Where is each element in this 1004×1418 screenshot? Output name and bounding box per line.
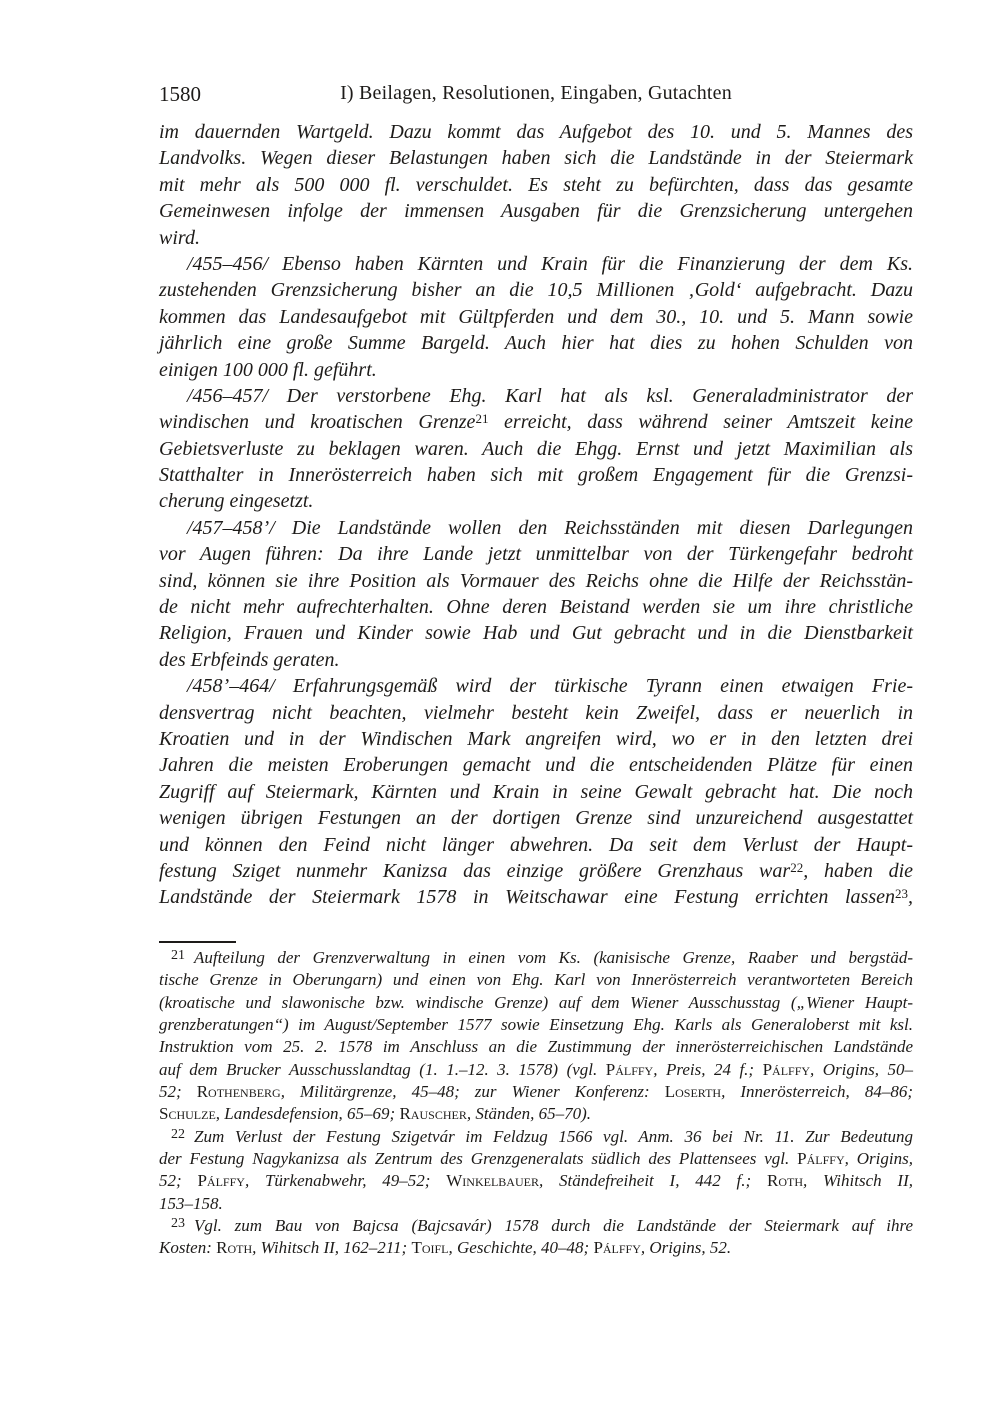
text-segment: Kroatien und in der Windischen Mark angreifen wird, wo er in den letzten drei: [159, 727, 913, 750]
footnote: [159, 947, 913, 1126]
text-segment: /455–456/ Ebenso haben Kärnten und Krain für die Finanzierung der dem Ks.: [187, 252, 913, 275]
text-segment: Aufteilung der Grenzverwaltung in einen vom Ks. (kanisische Grenze, Raaber und bergstäd-: [194, 948, 913, 967]
text-segment: festung Sziget nunmehr Kanizsa das einzige größere Grenzhaus war: [159, 859, 791, 882]
text-segment: 153–158.: [159, 1193, 223, 1213]
body-line: [159, 225, 913, 251]
footnote-line: [159, 1126, 913, 1148]
text-segment: vor Augen führen: Da ihre Lande jetzt unmittelbar von der Türkengefahr bedroht: [159, 543, 913, 566]
text-segment: Toifl: [411, 1238, 449, 1258]
text-segment: , Landesdefension, 65–69;: [215, 1104, 400, 1124]
text-segment: Religion, Frauen und Kinder sowie Hab und Gut gebracht und in die Dienstbarkeit: [159, 622, 913, 645]
text-segment: Schulze: [159, 1104, 216, 1124]
text-segment: Zugriff auf Steiermark, Kärnten und Krain in seine Gewalt gebracht hat. Die noch: [159, 780, 913, 803]
body-line: [159, 277, 913, 303]
text-segment: 52;: [159, 1171, 198, 1191]
page-header: [159, 82, 913, 108]
footnote-line: [159, 1170, 913, 1192]
footnote-line: [159, 1059, 913, 1081]
footnote-marker: 23: [171, 1216, 185, 1232]
text-segment: windischen und kroatischen Grenze: [159, 411, 476, 434]
paragraph: [159, 515, 913, 673]
text-segment: , Origins, 52.: [640, 1238, 732, 1258]
body-line: [159, 119, 913, 145]
footnote-line: [159, 1036, 913, 1058]
text-segment: zustehenden Grenzsicherung bisher an die 10,5 Millionen ‚Gold‘ aufgebracht. Dazu: [159, 279, 913, 302]
text-segment: , Ständen, 65–70).: [466, 1104, 592, 1124]
text-segment: und können den Feind nicht länger abwehren. Da seit dem Verlust der Haupt-: [159, 833, 913, 856]
body-line: [159, 700, 913, 726]
body-line: [159, 357, 913, 383]
text-segment: Gebietsverluste zu beklagen waren. Auch die Ehgg. Ernst und jetzt Maximilian als: [159, 437, 913, 460]
body-line: [159, 198, 913, 224]
text-segment: 52;: [159, 1082, 197, 1102]
text-segment: im dauernden Wartgeld. Dazu kommt das Aufgebot des 10. und 5. Mannes des: [159, 121, 913, 143]
body-line: [159, 832, 913, 858]
body-line: [159, 251, 913, 277]
body-line: [159, 726, 913, 752]
body-line: [159, 488, 913, 514]
body-line: [159, 383, 913, 409]
footnote-line: [159, 1014, 913, 1036]
text-segment: /457–458’/ Die Landstände wollen den Reichsständen mit diesen Darlegungen: [187, 516, 913, 539]
body-line: [159, 858, 913, 884]
text-segment: , Innerösterreich, 84–86;: [721, 1082, 913, 1102]
text-segment: mit mehr als 500 000 fl. verschuldet. Es steht zu befürchten, dass das gesamte: [159, 173, 913, 196]
footnote: [159, 1126, 913, 1215]
text-segment: Rauscher: [399, 1104, 467, 1124]
body-line: [159, 673, 913, 699]
text-segment: densvertrag nicht beachten, vielmehr besteht kein Zweifel, dass er neuerlich in: [159, 701, 913, 724]
paragraph: [159, 673, 913, 911]
footnote-reference: 22: [790, 859, 804, 875]
text-segment: Pálffy: [605, 1059, 654, 1079]
text-segment: jährlich eine große Summe Bargeld. Auch hier hat dies zu hohen Schulden von: [159, 332, 913, 355]
footnote-line: [159, 969, 913, 991]
text-segment: erreicht, dass während seiner Amtszeit keine: [488, 411, 913, 434]
text-segment: Zum Verlust der Festung Szigetvár im Feldzug 1566 vgl. Anm. 36 bei Nr. 11. Zur Bedeutung: [194, 1126, 913, 1146]
text-segment: Pálffy: [762, 1059, 811, 1079]
footnote-line: [159, 1237, 913, 1259]
body-line: [159, 568, 913, 594]
text-segment: (kroatische und slawonische bzw. windische Grenze) auf dem Wiener Ausschusstag („Wiener Haupt-: [159, 992, 913, 1012]
text-segment: Instruktion vom 25. 2. 1578 im Anschluss an die Zustimmung der innerösterreichischen Landstände: [159, 1037, 913, 1057]
body-line: [159, 330, 913, 356]
text-segment: , Ständefreiheit I, 442 f.;: [538, 1171, 767, 1191]
paragraph: [159, 251, 913, 383]
body-line: [159, 145, 913, 171]
text-segment: einigen 100 000 fl. geführt.: [159, 358, 377, 381]
text-segment: Jahren die meisten Eroberungen gemacht und die entscheidenden Plätze für einen: [159, 754, 913, 777]
text-segment: , Preis, 24 f.;: [653, 1059, 763, 1079]
main-text: [159, 119, 913, 911]
body-line: [159, 779, 913, 805]
text-segment: kommen das Landesaufgebot mit Gültpferden und dem 30., 10. und 5. Mann sowie: [159, 305, 913, 328]
text-segment: , Geschichte, 40–48;: [448, 1238, 594, 1258]
footnote-reference: 21: [475, 411, 489, 427]
footnote-separator: [159, 941, 236, 943]
text-segment: de nicht mehr aufrechterhalten. Ohne deren Beistand werden sie um ihre christliche: [159, 596, 913, 619]
footnote-reference: 23: [895, 886, 908, 902]
text-segment: sind, können sie ihre Position als Vormauer des Reichs ohne die Hilfe der Reichsstän-: [159, 569, 913, 592]
text-segment: , Militärgrenze, 45–48; zur Wiener Konferenz:: [280, 1082, 665, 1102]
page-number: 1580: [159, 82, 201, 106]
text-segment: Roth: [767, 1171, 804, 1191]
text-segment: Winkelbauer: [446, 1171, 539, 1191]
body-line: [159, 884, 913, 910]
text-segment: Pálffy: [197, 1171, 245, 1191]
text-segment: Loserth: [664, 1082, 722, 1102]
body-line: [159, 172, 913, 198]
footnote-line: [159, 1081, 913, 1103]
text-segment: Statthalter in Innerösterreich haben sich mit großem Engagement für die Grenzsi-: [159, 464, 913, 487]
text-segment: wird.: [159, 226, 200, 249]
footnote-line: [159, 1148, 913, 1170]
text-segment: Vgl. zum Bau von Bajcsa (Bajcsavár) 1578 durch die Landstände der Steiermark auf ihre: [194, 1216, 913, 1236]
body-line: [159, 515, 913, 541]
text-segment: der Festung Nagykanizsa als Zentrum des Grenzgeneralats südlich des Plattensees vgl.: [159, 1149, 798, 1169]
text-segment: /456–457/ Der verstorbene Ehg. Karl hat als ksl. Generaladministrator der: [187, 384, 913, 407]
body-line: [159, 752, 913, 778]
text-segment: , Origins,: [844, 1149, 913, 1169]
text-segment: cherung eingesetzt.: [159, 490, 314, 513]
text-segment: auf dem Brucker Ausschusslandtag (1. 1.–12. 3. 1578) (vgl.: [159, 1059, 606, 1079]
body-line: [159, 409, 913, 435]
text-segment: , Origins, 50–: [810, 1059, 913, 1079]
footnote-line: [159, 1215, 913, 1237]
footnote-line: [159, 947, 913, 969]
footnote-line: [159, 1193, 913, 1215]
body-line: [159, 620, 913, 646]
paragraph: [159, 119, 913, 251]
footnote-marker: 22: [171, 1126, 185, 1142]
text-segment: Pálffy: [593, 1238, 641, 1258]
body-line: [159, 805, 913, 831]
text-segment: Landstände der Steiermark 1578 in Weitschawar eine Festung errichten lassen: [159, 886, 895, 909]
footnote-marker: 21: [171, 948, 185, 963]
text-segment: , haben die: [803, 859, 913, 882]
text-segment: grenzberatungen“) im August/September 1577 sowie Einsetzung Ehg. Karls als Generaloberst mit ksl.: [159, 1015, 913, 1035]
text-segment: des Erbfeinds geraten.: [159, 648, 340, 671]
text-segment: ,: [908, 886, 913, 909]
body-line: [159, 647, 913, 673]
text-segment: Rothenberg: [196, 1082, 281, 1102]
body-line: [159, 304, 913, 330]
text-segment: tische Grenze in Oberungarn) und einen von Ehg. Karl von Innerösterreich verantworteten Bereich: [159, 970, 913, 990]
footnote-line: [159, 1103, 913, 1125]
text-segment: Landvolks. Wegen dieser Belastungen haben sich die Landstände in der Steiermark: [159, 147, 913, 170]
text-segment: , Türkenabwehr, 49–52;: [244, 1171, 447, 1191]
text-segment: Gemeinwesen infolge der immensen Ausgaben für die Grenzsicherung untergehen: [159, 200, 913, 223]
body-line: [159, 436, 913, 462]
text-segment: /458’–464/ Erfahrungsgemäß wird der türkische Tyrann einen etwaigen Frie-: [187, 675, 913, 698]
text-segment: wenigen übrigen Festungen an der dortigen Grenze sind unzureichend ausgestattet: [159, 807, 913, 830]
body-line: [159, 462, 913, 488]
text-segment: , Wihitsch II,: [803, 1171, 913, 1191]
text-segment: Roth: [216, 1238, 253, 1258]
body-line: [159, 541, 913, 567]
footnote-line: [159, 992, 913, 1014]
footnotes-section: [159, 947, 913, 1260]
text-segment: Pálffy: [797, 1149, 845, 1169]
body-line: [159, 594, 913, 620]
text-segment: Kosten:: [159, 1238, 217, 1258]
paragraph: [159, 383, 913, 515]
running-header: I) Beilagen, Resolutionen, Eingaben, Gutachten: [340, 82, 732, 104]
text-segment: , Wihitsch II, 162–211;: [252, 1238, 412, 1258]
footnote: [159, 1215, 913, 1260]
